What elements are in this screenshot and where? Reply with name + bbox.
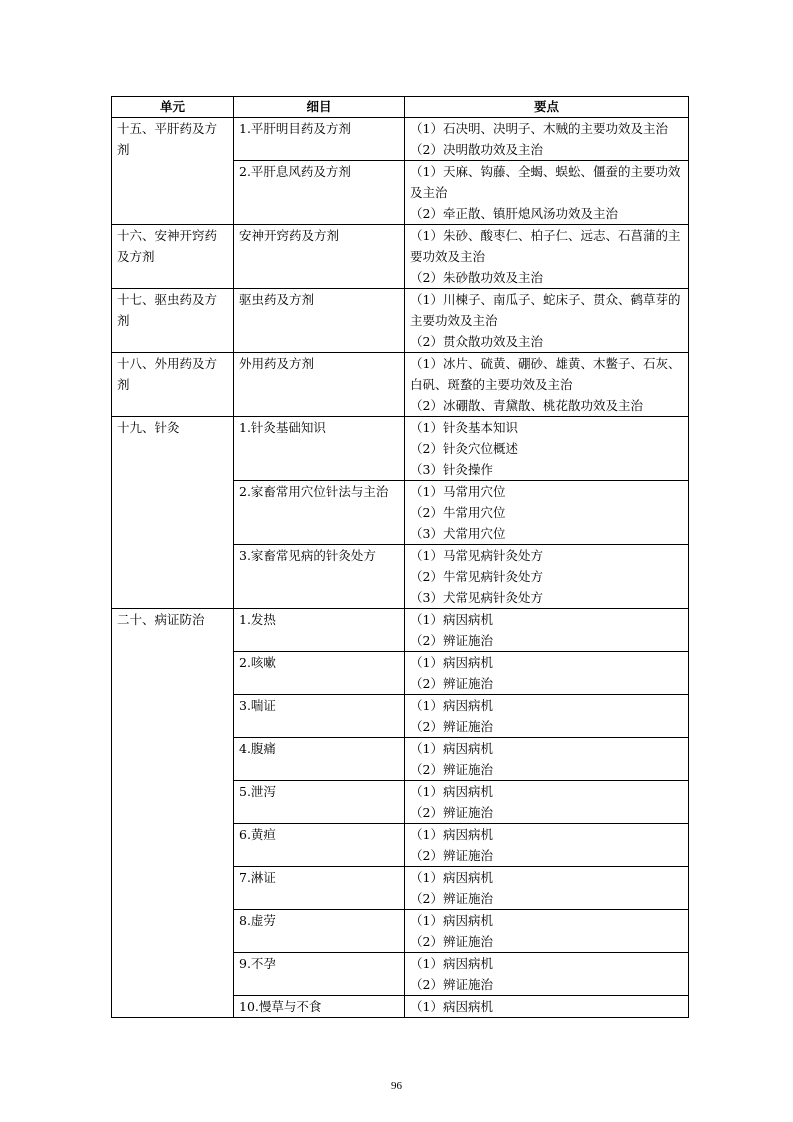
point-line: （1）病因病机 (410, 784, 493, 799)
item-cell: 安神开窍药及方剂 (234, 225, 405, 289)
points-cell (405, 545, 689, 609)
unit-cell: 十五、平肝药及方剂 (112, 118, 234, 225)
item-cell: 5.泄泻 (234, 781, 405, 824)
points-cell (405, 289, 689, 353)
point-line: （3）针灸操作 (410, 462, 493, 477)
point-line: （2）决明散功效及主治 (410, 142, 543, 157)
item-cell: 2.家畜常用穴位针法与主治 (234, 481, 405, 545)
point-line: （2）牵正散、镇肝熄风汤功效及主治 (410, 206, 618, 221)
point-line: （1）川楝子、南瓜子、蛇床子、贯众、鹤草芽的主要功效及主治 (410, 292, 681, 328)
points-cell (405, 609, 689, 652)
points-cell (405, 417, 689, 481)
header-item: 细目 (234, 97, 405, 118)
table-row (112, 353, 689, 417)
point-line: （2）辨证施治 (410, 934, 493, 949)
points-cell (405, 953, 689, 996)
point-line: （2）辨证施治 (410, 848, 493, 863)
item-cell: 3.家畜常见病的针灸处方 (234, 545, 405, 609)
point-line: （2）辨证施治 (410, 891, 493, 906)
points-cell (405, 781, 689, 824)
table-body (112, 118, 689, 1018)
unit-cell: 十七、驱虫药及方剂 (112, 289, 234, 353)
points-cell (405, 161, 689, 225)
header-unit: 单元 (112, 97, 234, 118)
point-line: （1）冰片、硫黄、硼砂、雄黄、木鳖子、石灰、白矾、斑蝥的主要功效及主治 (410, 356, 681, 392)
point-line: （1）针灸基本知识 (410, 420, 518, 435)
unit-cell: 十八、外用药及方剂 (112, 353, 234, 417)
points-cell (405, 996, 689, 1018)
point-line: （2）辨证施治 (410, 633, 493, 648)
item-cell: 外用药及方剂 (234, 353, 405, 417)
table-row (112, 118, 689, 161)
table-header-row (112, 97, 689, 118)
point-line: （1）病因病机 (410, 956, 493, 971)
item-cell: 驱虫药及方剂 (234, 289, 405, 353)
point-line: （1）病因病机 (410, 999, 493, 1014)
item-cell: 2.咳嗽 (234, 652, 405, 695)
point-line: （2）贯众散功效及主治 (410, 334, 543, 349)
item-cell: 7.淋证 (234, 867, 405, 910)
point-line: （1）病因病机 (410, 655, 493, 670)
item-cell: 3.喘证 (234, 695, 405, 738)
points-cell (405, 910, 689, 953)
unit-cell: 二十、病证防治 (112, 609, 234, 1018)
point-line: （2）牛常见病针灸处方 (410, 569, 543, 584)
table-row (112, 225, 689, 289)
point-line: （3）犬常用穴位 (410, 526, 506, 541)
table-row (112, 417, 689, 481)
point-line: （2）辨证施治 (410, 719, 493, 734)
point-line: （1）病因病机 (410, 698, 493, 713)
point-line: （1）病因病机 (410, 870, 493, 885)
point-line: （1）病因病机 (410, 913, 493, 928)
point-line: （2）辨证施治 (410, 762, 493, 777)
table-row (112, 289, 689, 353)
item-cell: 1.发热 (234, 609, 405, 652)
point-line: （1）石决明、决明子、木贼的主要功效及主治 (410, 121, 668, 136)
point-line: （1）马常用穴位 (410, 484, 506, 499)
points-cell (405, 652, 689, 695)
point-line: （1）朱砂、酸枣仁、柏子仁、远志、石菖蒲的主要功效及主治 (410, 228, 681, 264)
unit-cell: 十六、安神开窍药及方剂 (112, 225, 234, 289)
table-row (112, 609, 689, 652)
item-cell: 8.虚劳 (234, 910, 405, 953)
point-line: （2）冰硼散、青黛散、桃花散功效及主治 (410, 398, 643, 413)
header-points: 要点 (405, 97, 689, 118)
point-line: （2）朱砂散功效及主治 (410, 270, 543, 285)
point-line: （2）辨证施治 (410, 676, 493, 691)
points-cell (405, 118, 689, 161)
point-line: （1）天麻、钩藤、全蝎、蜈蚣、僵蚕的主要功效及主治 (410, 164, 681, 200)
item-cell: 4.腹痛 (234, 738, 405, 781)
point-line: （1）马常见病针灸处方 (410, 548, 543, 563)
item-cell: 9.不孕 (234, 953, 405, 996)
item-cell: 2.平肝息风药及方剂 (234, 161, 405, 225)
page-number: 96 (391, 1080, 402, 1092)
points-cell (405, 738, 689, 781)
point-line: （2）辨证施治 (410, 805, 493, 820)
item-cell: 1.平肝明目药及方剂 (234, 118, 405, 161)
point-line: （2）牛常用穴位 (410, 505, 506, 520)
point-line: （1）病因病机 (410, 827, 493, 842)
points-cell (405, 695, 689, 738)
point-line: （3）犬常见病针灸处方 (410, 590, 543, 605)
syllabus-table (111, 96, 689, 1018)
points-cell (405, 481, 689, 545)
item-cell: 6.黄疸 (234, 824, 405, 867)
item-cell: 1.针灸基础知识 (234, 417, 405, 481)
item-cell: 10.慢草与不食 (234, 996, 405, 1018)
point-line: （2）针灸穴位概述 (410, 441, 518, 456)
point-line: （1）病因病机 (410, 612, 493, 627)
point-line: （1）病因病机 (410, 741, 493, 756)
unit-cell: 十九、针灸 (112, 417, 234, 609)
points-cell (405, 225, 689, 289)
points-cell (405, 353, 689, 417)
point-line: （2）辨证施治 (410, 977, 493, 992)
points-cell (405, 867, 689, 910)
points-cell (405, 824, 689, 867)
